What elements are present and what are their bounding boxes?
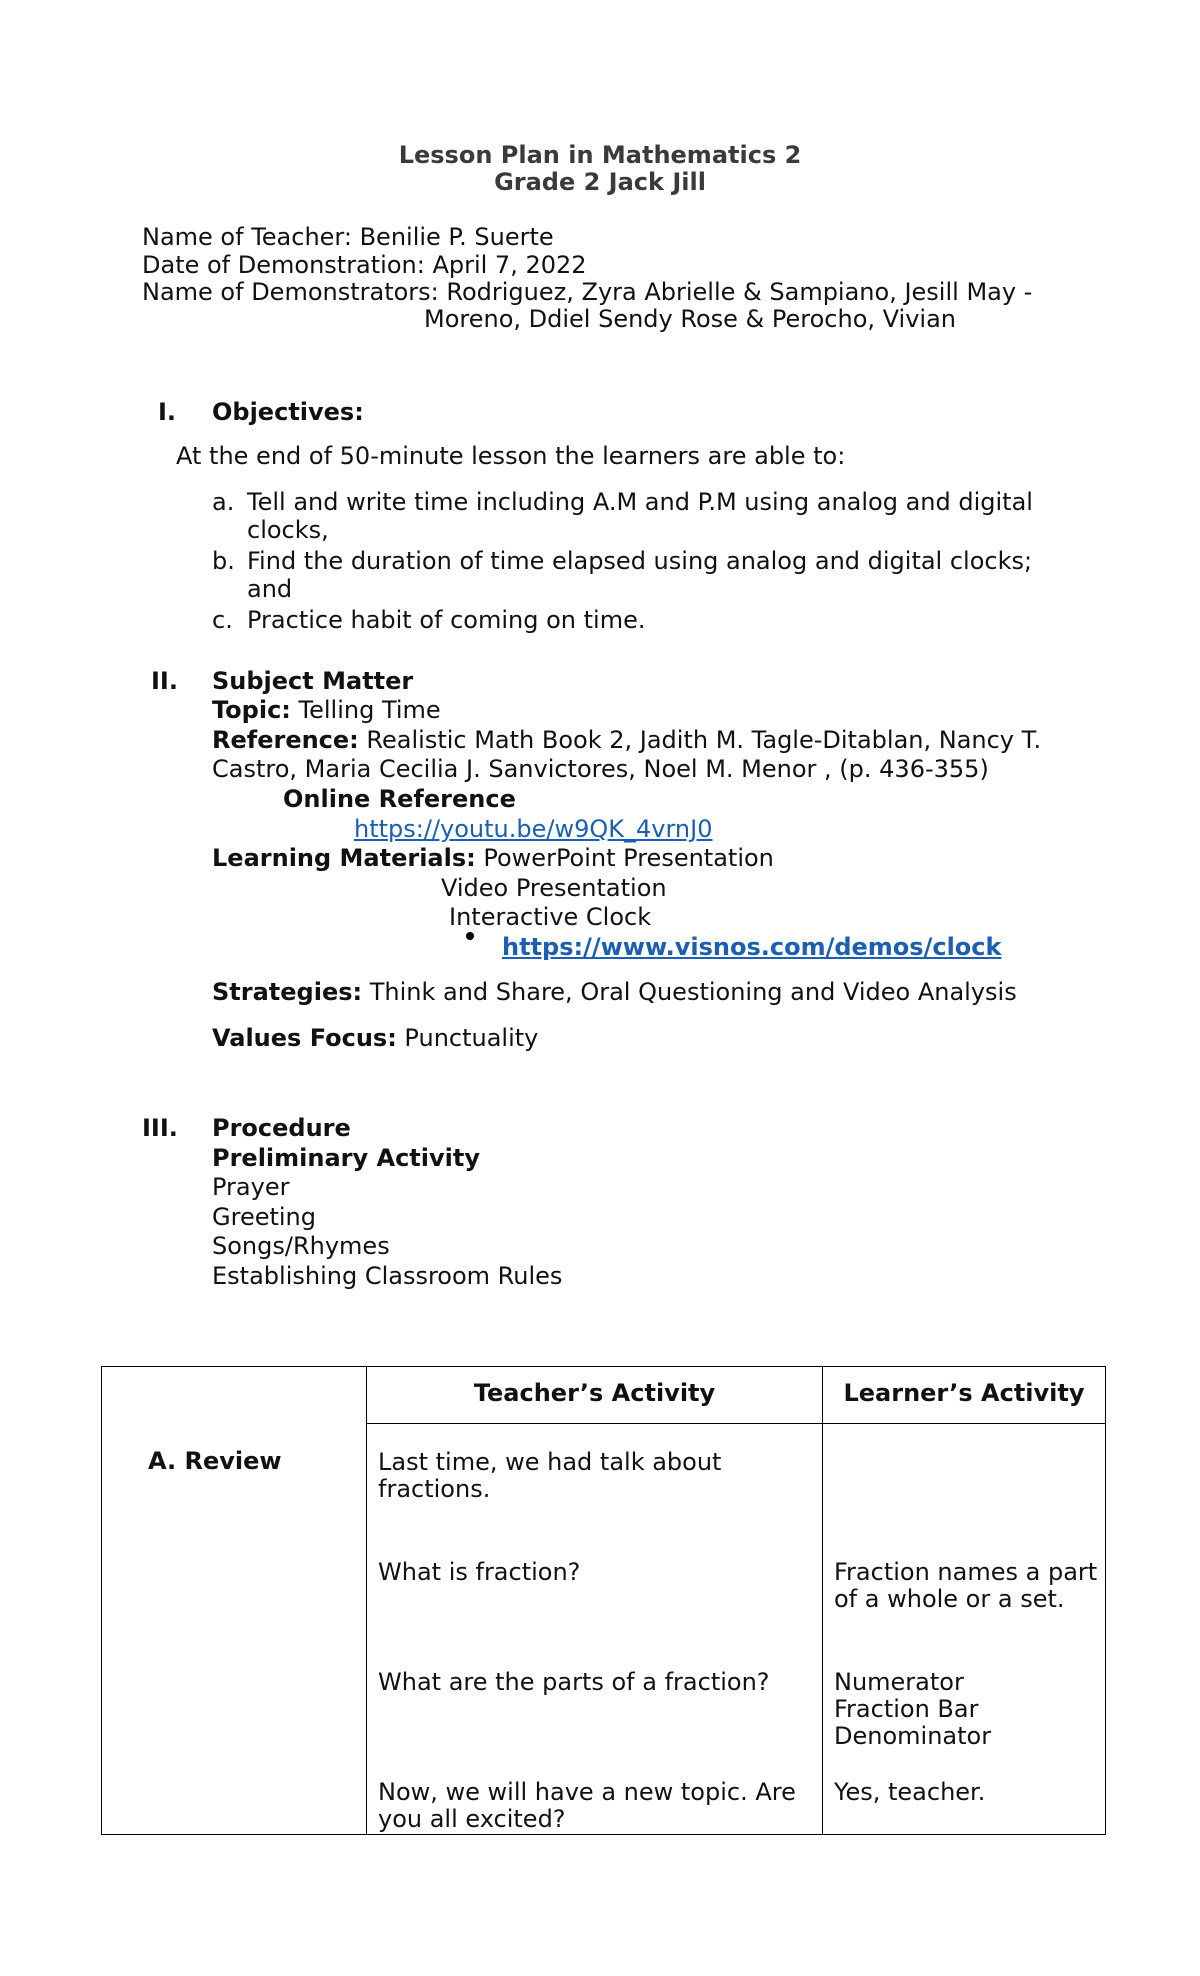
teacher-activity-header: Teacher’s Activity [473,1379,716,1407]
teacher-line: What is fraction? [378,1558,581,1586]
values-line [212,1023,538,1053]
objectives-heading: Objectives: [212,398,364,426]
teacher-line: Last time, we had talk about [378,1448,722,1476]
interactive-clock-link[interactable]: https://www.visnos.com/demos/clock [502,933,1002,961]
section-cell [102,1367,367,1835]
objective-marker-b: b. [212,547,235,575]
learner-line: Denominator [834,1722,992,1750]
demonstrators-line2: Moreno, Ddiel Sendy Rose & Perocho, Vivian [424,305,956,333]
material-item-1: PowerPoint Presentation [483,844,774,872]
objective-a-line1: Tell and write time including A.M and P.M using analog and digital [247,488,1033,516]
materials-label: Learning Materials: [212,844,476,872]
learner-line: Fraction names a part [834,1558,1098,1586]
learner-activity-header: Learner’s Activity [843,1379,1085,1407]
teacher-header-cell [367,1367,823,1424]
preliminary-heading: Preliminary Activity [212,1144,480,1172]
objective-marker-c: c. [212,606,233,634]
teacher-activity-cell [367,1424,823,1835]
strategies-label: Strategies: [212,978,363,1006]
values-value: Punctuality [396,1024,539,1052]
procedure-heading: Procedure [212,1114,351,1142]
online-reference-link[interactable]: https://youtu.be/w9QK_4vrnJ0 [354,815,713,843]
objective-c-line1: Practice habit of coming on time. [247,606,646,634]
learner-activity-cell [823,1424,1106,1835]
preliminary-item: Songs/Rhymes [212,1232,390,1260]
preliminary-item: Greeting [212,1203,316,1231]
activity-table [101,1366,1106,1835]
subject-heading: Subject Matter [212,667,414,695]
topic-line [212,695,441,725]
reference-label: Reference: [212,726,359,754]
strategies-line [212,977,1017,1007]
objective-a-line2: clocks, [247,516,329,544]
demonstration-date: Date of Demonstration: April 7, 2022 [142,251,587,279]
teacher-line: What are the parts of a fraction? [378,1668,770,1696]
objective-b-line2: and [247,575,293,603]
preliminary-item: Establishing Classroom Rules [212,1262,563,1290]
learner-line: Yes, teacher. [834,1778,986,1806]
reference-line2: Castro, Maria Cecilia J. Sanvictores, Noel M. Menor , (p. 436-355) [212,755,989,783]
topic-value: Telling Time [290,696,441,724]
online-reference-label: Online Reference [283,785,516,813]
procedure-numeral: III. [142,1114,178,1142]
reference-value: Realistic Math Book 2, Jadith M. Tagle-Ditablan, Nancy T. [358,726,1042,754]
learner-header-cell [823,1367,1106,1424]
subject-numeral: II. [151,667,178,695]
reference-line [212,725,1041,755]
learner-line: Numerator [834,1668,964,1696]
objective-b-line1: Find the duration of time elapsed using analog and digital clocks; [247,547,1033,575]
topic-label: Topic: [212,696,291,724]
materials-line [212,843,774,873]
objective-marker-a: a. [212,488,235,516]
teacher-line: fractions. [378,1475,491,1503]
objectives-numeral: I. [158,398,177,426]
learner-line: of a whole or a set. [834,1585,1065,1613]
strategies-value: Think and Share, Oral Questioning and Video Analysis [362,978,1017,1006]
document-title: Lesson Plan in Mathematics 2 [398,141,802,169]
teacher-line: Now, we will have a new topic. Are [378,1778,796,1806]
learner-line: Fraction Bar [834,1695,979,1723]
document-subtitle: Grade 2 Jack Jill [494,168,706,196]
preliminary-item: Prayer [212,1173,290,1201]
material-item-3: Interactive Clock [449,903,652,931]
teacher-line: you all excited? [378,1805,566,1833]
demonstrators-line1: Name of Demonstrators: Rodriguez, Zyra Abrielle & Sampiano, Jesill May - [142,278,1033,306]
material-item-2: Video Presentation [441,874,667,902]
objectives-intro: At the end of 50-minute lesson the learners are able to: [176,442,846,470]
teacher-name: Name of Teacher: Benilie P. Suerte [142,223,554,251]
bullet-icon [466,932,474,940]
section-label: A. Review [148,1447,282,1475]
values-label: Values Focus: [212,1024,397,1052]
